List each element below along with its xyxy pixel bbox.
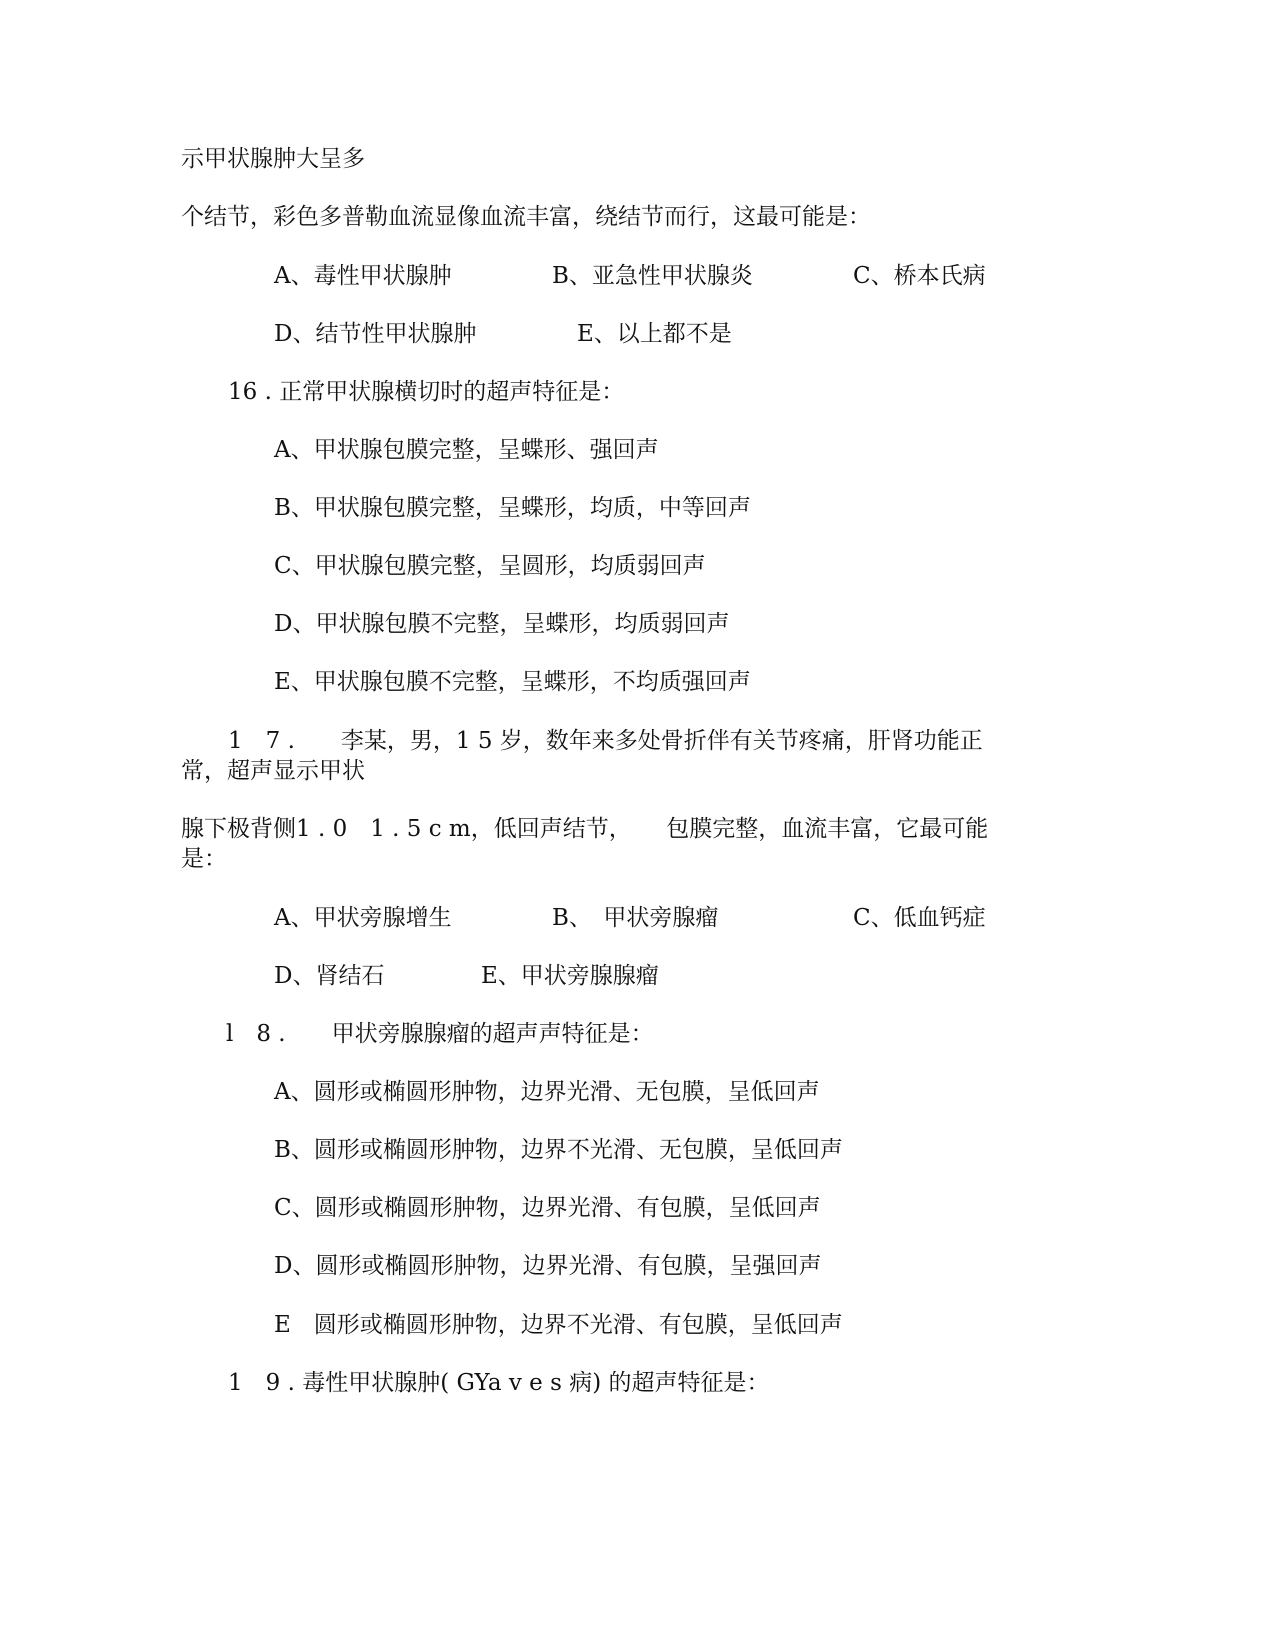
q16-option-c: C、甲状腺包膜完整，呈圆形，均质弱回声: [274, 553, 706, 579]
q16-stem: 16 . 正常甲状腺横切时的超声特征是：: [228, 379, 625, 405]
q15-stem-line-2: 个结节，彩色多普勒血流显像血流丰富，绕结节而行，这最可能是：: [181, 204, 871, 230]
q18-option-e: E 圆形或椭圆形肿物，边界不光滑、有包膜，呈低回声: [274, 1312, 843, 1338]
q16-option-e: E、甲状腺包膜不完整，呈蝶形，不均质强回声: [274, 669, 751, 695]
q19-stem: 1 9 . 毒性甲状腺肿( GYa v e s 病) 的超声特征是：: [228, 1370, 770, 1396]
q17-option-b: B、 甲状旁腺瘤: [552, 905, 719, 931]
q18-option-d: D、圆形或椭圆形肿物，边界光滑、有包膜，呈强回声: [274, 1253, 822, 1279]
q15-stem-line-1: 示甲状腺肿大呈多: [181, 146, 365, 172]
q17-option-c: C、低血钙症: [853, 905, 986, 931]
q16-option-d: D、甲状腺包膜不完整，呈蝶形，均质弱回声: [274, 611, 730, 637]
q15-option-e: E、以上都不是: [577, 321, 732, 347]
q17-option-e: E、甲状旁腺腺瘤: [481, 963, 659, 989]
q18-option-a: A、圆形或椭圆形肿物，边界光滑、无包膜，呈低回声: [274, 1079, 820, 1105]
q16-option-b: B、甲状腺包膜完整，呈蝶形，均质，中等回声: [274, 495, 751, 521]
q18-option-c: C、圆形或椭圆形肿物，边界光滑、有包膜，呈低回声: [274, 1195, 821, 1221]
q17-option-d: D、肾结石: [274, 963, 385, 989]
q15-option-d: D、结节性甲状腺肿: [274, 321, 477, 347]
q15-option-a: A、毒性甲状腺肿: [274, 263, 452, 289]
q15-option-c: C、桥本氏病: [853, 263, 986, 289]
q18-option-b: B、圆形或椭圆形肿物，边界不光滑、无包膜，呈低回声: [274, 1137, 843, 1163]
q17-stem-line-1: 1 7 . 李某，男，1 5 岁，数年来多处骨折伴有关节疼痛，肝肾功能正: [228, 728, 983, 754]
q17-stem-line-2: 常，超声显示甲状: [181, 758, 365, 784]
q17-stem-line-3: 腺下极背侧1 . 0 1 . 5 c m，低回声结节， 包膜完整，血流丰富，它最可能: [181, 816, 989, 842]
q17-option-a: A、甲状旁腺增生: [274, 905, 452, 931]
q17-stem-line-4: 是：: [181, 846, 227, 872]
q15-option-b: B、亚急性甲状腺炎: [552, 263, 753, 289]
q16-option-a: A、甲状腺包膜完整，呈蝶形、强回声: [274, 437, 659, 463]
q18-stem: l 8 . 甲状旁腺腺瘤的超声声特征是：: [226, 1021, 654, 1047]
